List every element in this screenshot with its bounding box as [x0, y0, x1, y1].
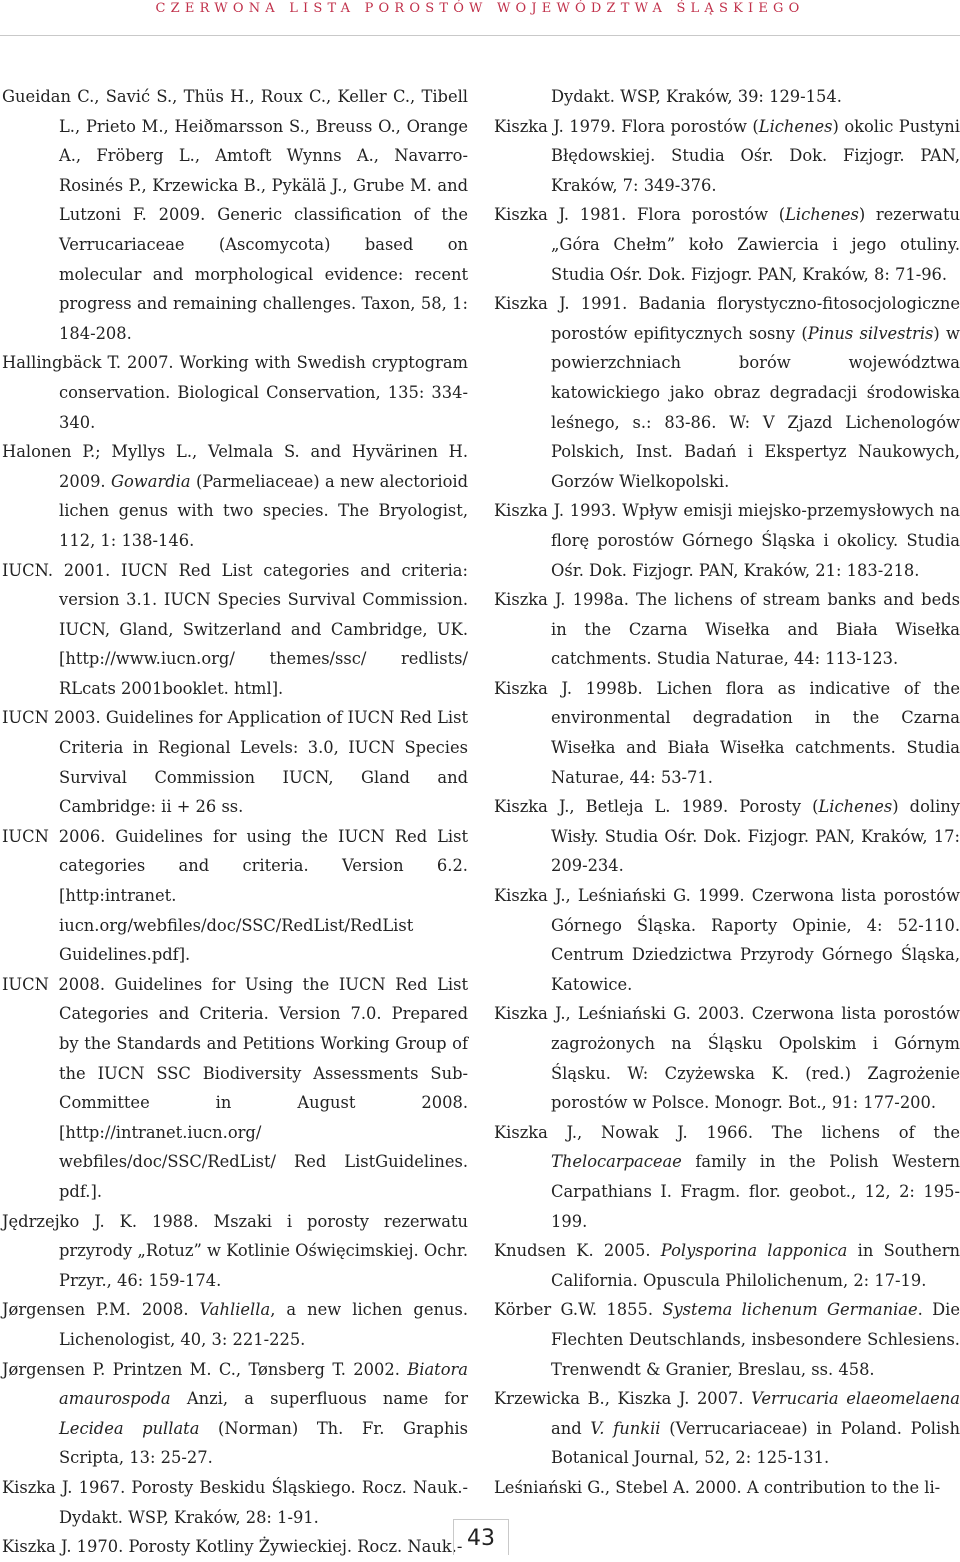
- reference-entry: Kiszka J., Leśniański G. 1999. Czerwona lista porostów Górnego Śląska. Raporty Opinie, 4: 52-110. Centrum Dziedzictwa Przyrody Górnego Śląska, Katowice.: [494, 886, 960, 994]
- reference-column-left: [2, 82, 468, 1562]
- reference-column-right: [494, 82, 960, 1503]
- reference-entry: Kiszka J. 1998b. Lichen flora as indicative of the environmental degradation in the Czarna Wisełka and Biała Wisełka catchments. Studia Naturae, 44: 53-71.: [494, 678, 960, 787]
- running-header: CZERWONA LISTA POROSTÓW WOJEWÓDZTWA ŚLĄSKIEGO: [155, 1, 805, 16]
- reference-entry: Jørgensen P. Printzen M. C., Tønsberg T. 2002. Biatora amaurospoda Anzi, a superfluous name for Lecidea pullata (Norman) Th. Fr. Graphis Scripta, 13: 25-27.: [2, 1359, 468, 1468]
- reference-entry: IUCN 2006. Guidelines for using the IUCN Red List categories and criteria. Version 6.2. [http:intranet. iucn.org/webfiles/doc/SSC/RedList/RedList Guidelines.pdf].: [2, 826, 468, 965]
- reference-entry: IUCN. 2001. IUCN Red List categories and criteria: version 3.1. IUCN Species Survival Commission. IUCN, Gland, Switzerland and Cambridge, UK. [http://www.iucn.org/ themes/ssc/ redlists/ RLcats 2001booklet. html].: [2, 560, 468, 698]
- reference-entry: IUCN 2008. Guidelines for Using the IUCN Red List Categories and Criteria. Version 7.0. Prepared by the Standards and Petitions Working Group of the IUCN SSC Biodiversity Assessments Sub-Committee in August 2008. [http://intranet.iucn.org/ webfiles/doc/SSC/RedList/ Red ListGuidelines. pdf.].: [2, 974, 468, 1201]
- reference-entry: Jędrzejko J. K. 1988. Mszaki i porosty rezerwatu przyrody „Rotuz” w Kotlinie Oświęcimskiej. Ochr. Przyr., 46: 159-174.: [2, 1211, 468, 1290]
- reference-entry: Kiszka J., Nowak J. 1966. The lichens of the Thelocarpaceae family in the Polish Western Carpathians I. Fragm. flor. geobot., 12, 2: 195-199.: [494, 1122, 960, 1231]
- reference-entry: Krzewicka B., Kiszka J. 2007. Verrucaria elaeomelaena and V. funkii (Verrucariaceae) in Poland. Polish Botanical Journal, 52, 2: 125-131.: [494, 1389, 960, 1468]
- reference-entry: Halonen P.; Myllys L., Velmala S. and Hyvärinen H. 2009. Gowardia (Parmeliaceae) a new alectorioid lichen genus with two species. The Bryologist, 112, 1: 138-146.: [2, 442, 468, 550]
- reference-entry: Kiszka J. 1967. Porosty Beskidu Śląskiego. Rocz. Nauk.-Dydakt. WSP, Kraków, 28: 1-91.: [2, 1477, 468, 1527]
- reference-entry: IUCN 2003. Guidelines for Application of IUCN Red List Criteria in Regional Levels: 3.0, IUCN Species Survival Commission IUCN, Gland and Cambridge: ii + 26 ss.: [2, 708, 468, 817]
- reference-entry: Gueidan C., Savić S., Thüs H., Roux C., Keller C., Tibell L., Prieto M., Heiðmarsson S., Breuss O., Orange A., Fröberg L., Amtoft Wynns A., Navarro-Rosinés P., Krzewicka B., Pykälä J., Grube M. and Lutzoni F. 2009. Generic classification of the Verrucariaceae (Ascomycota) based on molecular and morphological evidence: recent progress and remaining challenges. Taxon, 58, 1: 184-208.: [2, 87, 468, 343]
- reference-entry: Knudsen K. 2005. Polysporina lapponica in Southern California. Opuscula Philolichenum, 2: 17-19.: [494, 1241, 960, 1290]
- reference-entry: Hallingbäck T. 2007. Working with Swedish cryptogram conservation. Biological Conservation, 135: 334-340.: [2, 353, 468, 432]
- page-number: 43: [467, 1526, 495, 1551]
- page-number-box: [453, 1519, 509, 1555]
- reference-entry: Kiszka J. 1981. Flora porostów (Lichenes) rezerwatu „Góra Chełm” koło Zawiercia i jego otuliny. Studia Ośr. Dok. Fizjogr. PAN, Kraków, 8: 71-96.: [494, 205, 960, 284]
- reference-entry: Körber G.W. 1855. Systema lichenum Germaniae. Die Flechten Deutschlands, insbesondere Schlesiens. Trenwendt & Granier, Breslau, ss. 458.: [494, 1300, 960, 1379]
- reference-entry: Kiszka J. 1998a. The lichens of stream banks and beds in the Czarna Wisełka and Biała Wisełka catchments. Studia Naturae, 44: 113-123.: [494, 590, 960, 669]
- reference-entry: Kiszka J., Betleja L. 1989. Porosty (Lichenes) doliny Wisły. Studia Ośr. Dok. Fizjogr. PAN, Kraków, 17: 209-234.: [494, 797, 960, 876]
- header-divider: [0, 35, 960, 36]
- reference-entry: Kiszka J., Leśniański G. 2003. Czerwona lista porostów zagrożonych na Śląsku Opolskim i Górnym Śląsku. W: Czyżewska K. (red.) Zagrożenie porostów w Polsce. Monogr. Bot., 91: 177-200.: [494, 1004, 960, 1113]
- reference-entry: Jørgensen P.M. 2008. Vahliella, a new lichen genus. Lichenologist, 40, 3: 221-225.: [2, 1300, 468, 1349]
- reference-entry: Leśniański G., Stebel A. 2000. A contribution to the li-: [494, 1477, 941, 1497]
- reference-entry: Kiszka J. 1970. Porosty Kotliny Żywieckiej. Rocz. Nauk.-: [2, 1537, 463, 1557]
- reference-entry: Kiszka J. 1991. Badania florystyczno-fitosocjologiczne porostów epifitycznych sosny (Pinus silvestris) w powierzchniach borów województwa katowickiego jako obraz degradacji środowiska leśnego, s.: 83-86. W: V Zjazd Lichenologów Polskich, Inst. Badań i Ekspertyz Naukowych, Gorzów Wielkopolski.: [494, 294, 960, 491]
- reference-entry: Kiszka J. 1993. Wpływ emisji miejsko-przemysłowych na florę porostów Górnego Śląska i okolicy. Studia Ośr. Dok. Fizjogr. PAN, Kraków, 21: 183-218.: [494, 501, 960, 580]
- reference-entry: Dydakt. WSP, Kraków, 39: 129-154.: [551, 87, 842, 106]
- reference-entry: Kiszka J. 1979. Flora porostów (Lichenes) okolic Pustyni Błędowskiej. Studia Ośr. Dok. Fizjogr. PAN, Kraków, 7: 349-376.: [494, 116, 960, 195]
